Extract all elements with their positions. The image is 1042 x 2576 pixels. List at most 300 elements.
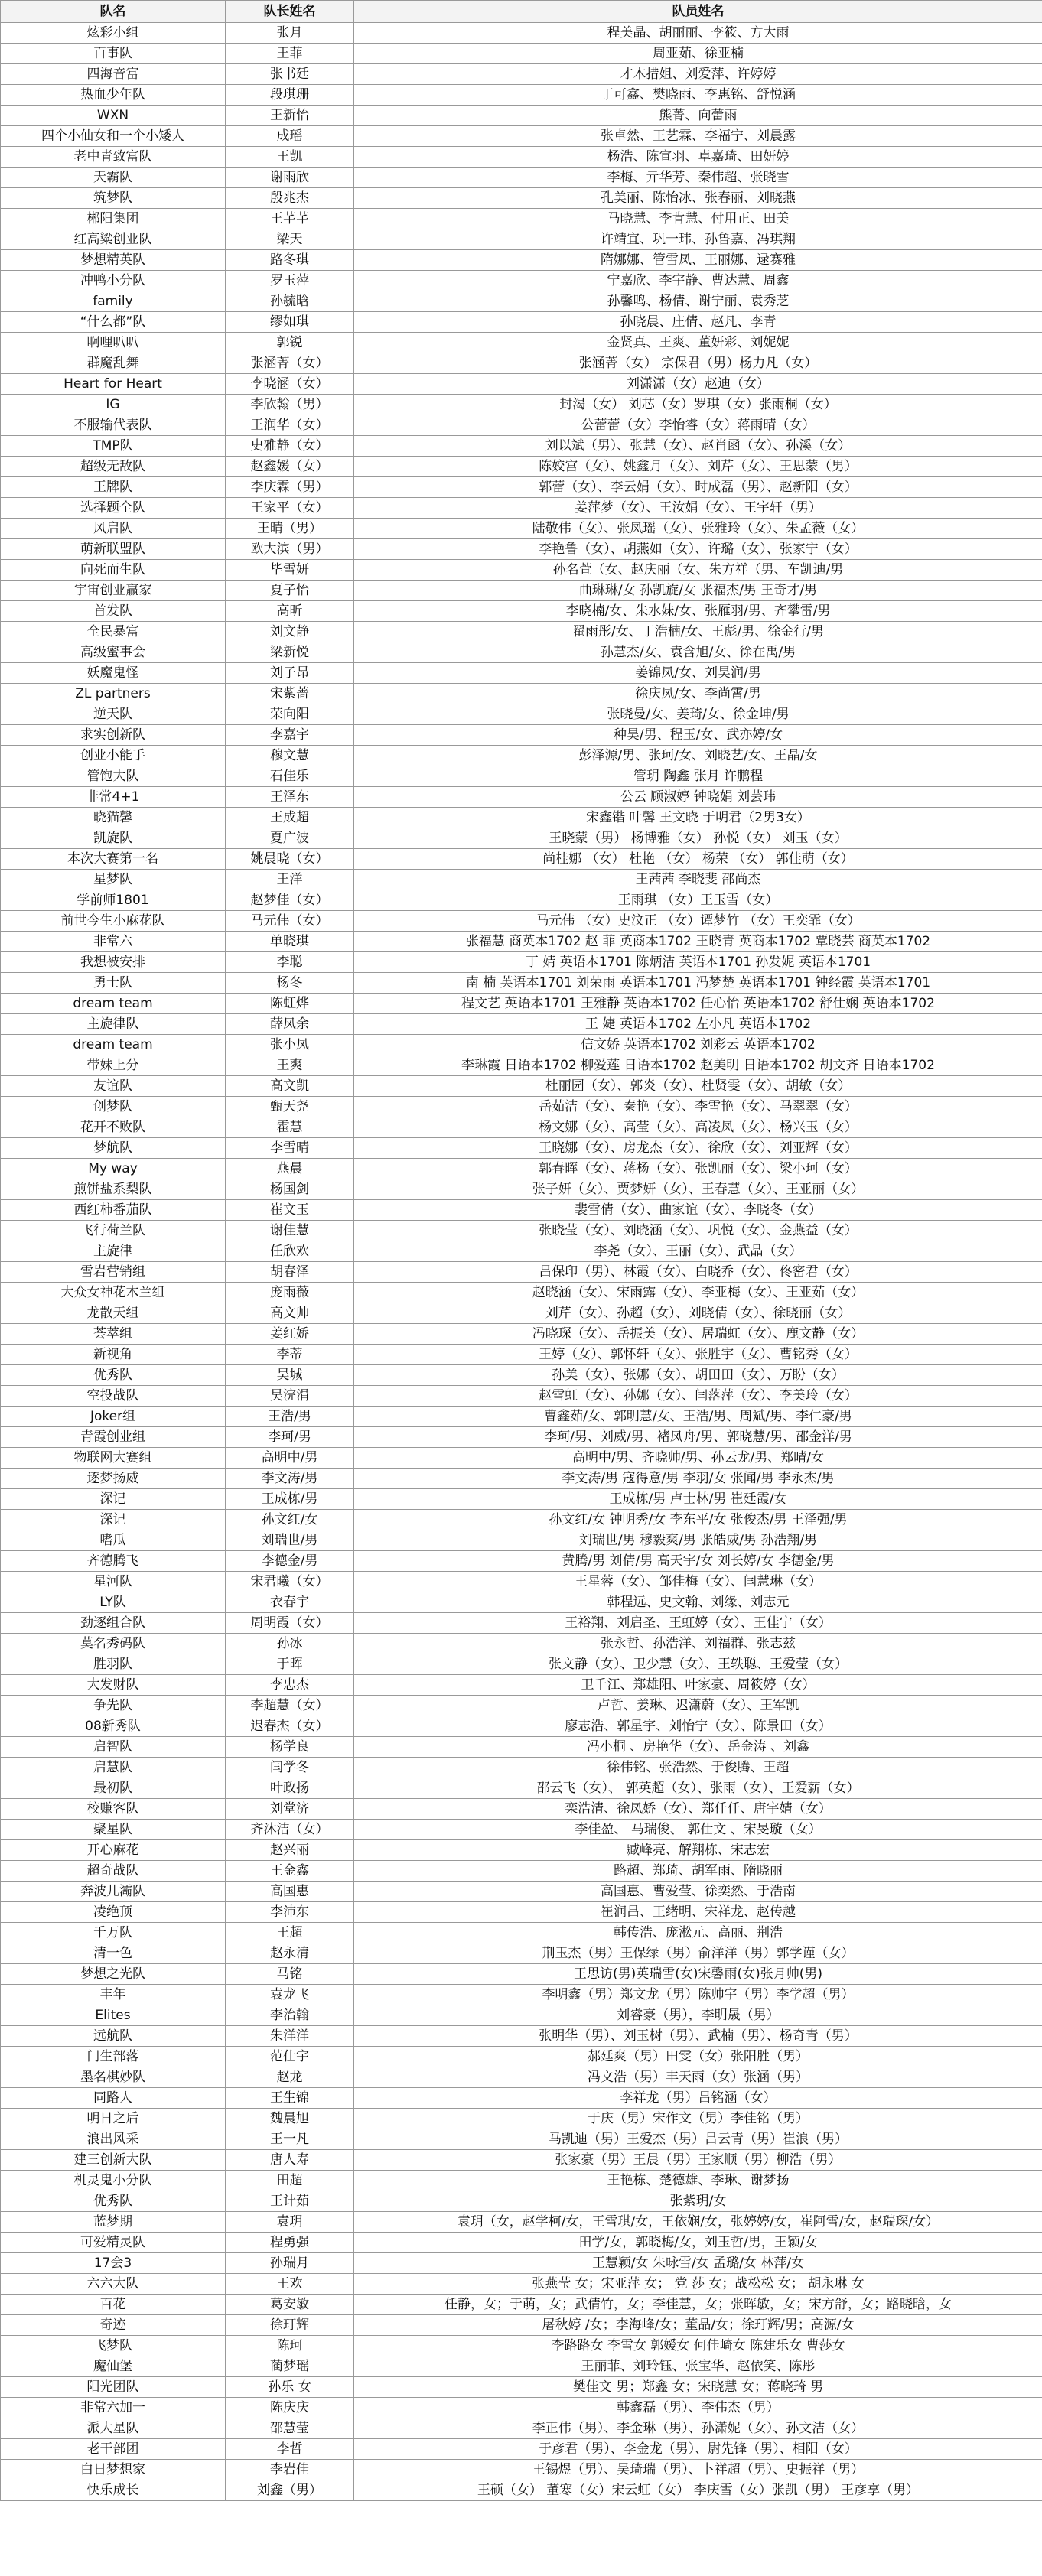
captain-name-cell: 马元伟（女） xyxy=(226,911,354,932)
captain-name-cell: 燕晨 xyxy=(226,1159,354,1179)
team-name-cell: 凌绝顶 xyxy=(1,1902,226,1923)
table-row xyxy=(1,2336,1042,2356)
table-row xyxy=(1,188,1042,209)
captain-name-cell: 范仕宇 xyxy=(226,2047,354,2067)
captain-name-cell: 杨冬 xyxy=(226,973,354,994)
captain-name-cell: 田超 xyxy=(226,2171,354,2191)
team-name-cell: 机灵鬼小分队 xyxy=(1,2171,226,2191)
table-row xyxy=(1,395,1042,415)
captain-name-cell: 李文涛/男 xyxy=(226,1469,354,1489)
table-row xyxy=(1,870,1042,890)
table-row xyxy=(1,229,1042,250)
member-names-cell: 许靖宜、巩一玮、孙鲁嘉、冯琪翔 xyxy=(354,229,1042,250)
member-names-cell: 王雨琪 （女）王玉雪（女） xyxy=(354,890,1042,911)
table-row xyxy=(1,2418,1042,2439)
team-name-cell: 妖魔鬼怪 xyxy=(1,663,226,684)
captain-name-cell: 高昕 xyxy=(226,601,354,622)
team-name-cell: 选择题全队 xyxy=(1,498,226,519)
team-name-cell: Elites xyxy=(1,2005,226,2026)
team-name-cell: 快乐成长 xyxy=(1,2480,226,2501)
member-names-cell: 冯晓琛（女）、岳振美（女）、居瑞虹（女）、鹿文静（女） xyxy=(354,1324,1042,1345)
team-name-cell: 主旋律 xyxy=(1,1241,226,1262)
team-name-cell: 可爱精灵队 xyxy=(1,2233,226,2253)
captain-name-cell: 张月 xyxy=(226,23,354,44)
table-row xyxy=(1,1572,1042,1592)
captain-name-cell: 姚晨晓（女） xyxy=(226,849,354,870)
team-name-cell: 大发财队 xyxy=(1,1675,226,1696)
captain-name-cell: 穆文慧 xyxy=(226,746,354,766)
member-names-cell: 张福慧 商英本1702 赵 菲 英商本1702 王晓青 英商本1702 覃晓芸 商英本1702 xyxy=(354,932,1042,952)
member-names-cell: 王丽菲、刘玲钰、张宝华、赵依笑、陈彤 xyxy=(354,2356,1042,2377)
team-name-cell: 启智队 xyxy=(1,1737,226,1758)
team-name-cell: 雪岩营销组 xyxy=(1,1262,226,1283)
captain-name-cell: 衣春宇 xyxy=(226,1592,354,1613)
team-name-cell: 明日之后 xyxy=(1,2109,226,2129)
member-names-cell: 郭春晖（女）、蒋杨（女）、张凯丽（女）、梁小珂（女） xyxy=(354,1159,1042,1179)
captain-name-cell: 陈虹烨 xyxy=(226,994,354,1014)
table-row xyxy=(1,1469,1042,1489)
member-names-cell: 李祥龙（男）吕铭涵（女） xyxy=(354,2088,1042,2109)
table-row xyxy=(1,2295,1042,2315)
table-row xyxy=(1,353,1042,374)
table-body xyxy=(1,23,1042,2501)
captain-name-cell: 李忠杰 xyxy=(226,1675,354,1696)
captain-name-cell: 徐玎辉 xyxy=(226,2315,354,2336)
captain-name-cell: 张小凤 xyxy=(226,1035,354,1055)
team-name-cell: 不服输代表队 xyxy=(1,415,226,436)
table-row xyxy=(1,1365,1042,1386)
member-names-cell: 郝廷爽（男）田雯（女）张阳胜（男） xyxy=(354,2047,1042,2067)
table-row xyxy=(1,704,1042,725)
member-names-cell: 吕保印（男）、林霞（女）、白晓乔（女）、佟密君（女） xyxy=(354,1262,1042,1283)
member-names-cell: 李尧（女）、王丽（女）、武晶（女） xyxy=(354,1241,1042,1262)
member-names-cell: 张文静（女）、卫少慧（女）、王轶聪、王爱莹（女） xyxy=(354,1654,1042,1675)
member-names-cell: 王锡煜（男）、吴琦瑞（男）、卜祥超（男）、史振祥（男） xyxy=(354,2460,1042,2480)
captain-name-cell: 郭锐 xyxy=(226,333,354,353)
table-row xyxy=(1,2047,1042,2067)
captain-name-cell: 刘子昂 xyxy=(226,663,354,684)
team-name-cell: 深记 xyxy=(1,1510,226,1530)
team-name-cell: 建三创新大队 xyxy=(1,2150,226,2171)
table-row xyxy=(1,2088,1042,2109)
member-names-cell: 张晓曼/女、姜琦/女、徐金坤/男 xyxy=(354,704,1042,725)
team-name-cell: 新视角 xyxy=(1,1345,226,1365)
team-name-cell: 宇宙创业赢家 xyxy=(1,581,226,601)
captain-name-cell: 王金鑫 xyxy=(226,1861,354,1882)
captain-name-cell: 孙冰 xyxy=(226,1634,354,1654)
team-name-cell: WXN xyxy=(1,106,226,126)
member-names-cell: 王晓娜（女）、房龙杰（女）、徐欣（女）、刘亚辉（女） xyxy=(354,1138,1042,1159)
team-name-cell: family xyxy=(1,291,226,312)
team-name-cell: 冲鸭小分队 xyxy=(1,271,226,291)
team-name-cell: 萌新联盟队 xyxy=(1,539,226,560)
member-names-cell: 孙晓晨、庄倩、赵凡、李青 xyxy=(354,312,1042,333)
member-names-cell: 郭蕾（女）、李云娟（女）、时成磊（男）、赵新阳（女） xyxy=(354,477,1042,498)
team-name-cell: 墨名棋妙队 xyxy=(1,2067,226,2088)
table-row xyxy=(1,725,1042,746)
team-name-cell: 劲逐组合队 xyxy=(1,1613,226,1634)
team-name-cell: 大众女神花木兰组 xyxy=(1,1283,226,1303)
table-row xyxy=(1,1076,1042,1097)
captain-name-cell: 缪如琪 xyxy=(226,312,354,333)
table-row xyxy=(1,1489,1042,1510)
team-name-cell: 王牌队 xyxy=(1,477,226,498)
team-name-cell: 逆天队 xyxy=(1,704,226,725)
captain-name-cell: 刘文静 xyxy=(226,622,354,642)
team-name-cell: 同路人 xyxy=(1,2088,226,2109)
team-name-cell: 星梦队 xyxy=(1,870,226,890)
team-name-cell: 学前师1801 xyxy=(1,890,226,911)
member-names-cell: 卢哲、姜琳、迟潇蔚（女）、王军凯 xyxy=(354,1696,1042,1716)
table-row xyxy=(1,952,1042,973)
member-names-cell: 李梅、亓华芳、秦伟超、张晓雪 xyxy=(354,168,1042,188)
team-name-cell: 管饱大队 xyxy=(1,766,226,787)
team-name-cell: 非常4+1 xyxy=(1,787,226,808)
team-name-cell: 17会3 xyxy=(1,2253,226,2274)
team-name-cell: 非常六 xyxy=(1,932,226,952)
member-names-cell: 南 楠 英语本1701 刘荣雨 英语本1701 冯梦楚 英语本1701 钟经霞 英语本1701 xyxy=(354,973,1042,994)
captain-name-cell: 叶政扬 xyxy=(226,1778,354,1799)
member-names-cell: 孙文红/女 钟明秀/女 李东平/女 张俊杰/男 王泽强/男 xyxy=(354,1510,1042,1530)
member-names-cell: 信文娇 英语本1702 刘彩云 英语本1702 xyxy=(354,1035,1042,1055)
team-name-cell: 千万队 xyxy=(1,1923,226,1943)
team-name-cell: My way xyxy=(1,1159,226,1179)
table-row xyxy=(1,1737,1042,1758)
member-names-cell: 王成栋/男 卢士林/男 崔廷霞/女 xyxy=(354,1489,1042,1510)
table-row xyxy=(1,766,1042,787)
table-row xyxy=(1,1159,1042,1179)
team-name-cell: 飞梦队 xyxy=(1,2336,226,2356)
team-name-cell: 奔波儿灞队 xyxy=(1,1882,226,1902)
table-row xyxy=(1,746,1042,766)
member-names-cell: 曲琳琳/女 孙凯旋/女 张福杰/男 王奇才/男 xyxy=(354,581,1042,601)
table-row xyxy=(1,2480,1042,2501)
member-names-cell: 李正伟（男）、李金琳（男）、孙潇妮（女）、孙文洁（女） xyxy=(354,2418,1042,2439)
member-names-cell: 岳茹洁（女）、秦艳（女）、李雪艳（女）、马翠翠（女） xyxy=(354,1097,1042,1117)
captain-name-cell: 夏广波 xyxy=(226,828,354,849)
member-names-cell: 张家豪（男）王晨（男）王家顺（男）柳浩（男） xyxy=(354,2150,1042,2171)
member-names-cell: 才木措姐、刘爱萍、许婷婷 xyxy=(354,64,1042,85)
table-row xyxy=(1,1014,1042,1035)
table-row xyxy=(1,1654,1042,1675)
captain-name-cell: 段琪珊 xyxy=(226,85,354,106)
member-names-cell: 于庆（男）宋作文（男）李佳铭（男） xyxy=(354,2109,1042,2129)
team-name-cell: 逐梦扬威 xyxy=(1,1469,226,1489)
member-names-cell: 田学/女，郭晓梅/女，刘玉哲/男，王颖/女 xyxy=(354,2233,1042,2253)
team-name-cell: 四海音富 xyxy=(1,64,226,85)
member-names-cell: 杨浩、陈宣羽、卓嘉琦、田妍婷 xyxy=(354,147,1042,168)
captain-name-cell: 高明中/男 xyxy=(226,1448,354,1469)
captain-name-cell: 魏晨旭 xyxy=(226,2109,354,2129)
team-name-cell: 热血少年队 xyxy=(1,85,226,106)
captain-name-cell: 谢佳慧 xyxy=(226,1221,354,1241)
header-member-names: 队员姓名 xyxy=(354,1,1042,23)
member-names-cell: 翟雨彤/女、丁浩楠/女、王彪/男、徐金行/男 xyxy=(354,622,1042,642)
captain-name-cell: 王家平（女） xyxy=(226,498,354,519)
table-row xyxy=(1,581,1042,601)
member-names-cell: 刘潇潇（女）赵迪（女） xyxy=(354,374,1042,395)
table-row xyxy=(1,911,1042,932)
captain-name-cell: 赵兴丽 xyxy=(226,1840,354,1861)
team-name-cell: 星河队 xyxy=(1,1572,226,1592)
captain-name-cell: 王凯 xyxy=(226,147,354,168)
captain-name-cell: 朱洋洋 xyxy=(226,2026,354,2047)
team-name-cell: “什么都”队 xyxy=(1,312,226,333)
captain-name-cell: 王润华（女） xyxy=(226,415,354,436)
captain-name-cell: 赵鑫媛（女） xyxy=(226,457,354,477)
table-row xyxy=(1,808,1042,828)
captain-name-cell: 刘堂济 xyxy=(226,1799,354,1820)
captain-name-cell: 单晓琪 xyxy=(226,932,354,952)
table-row xyxy=(1,2109,1042,2129)
table-row xyxy=(1,1675,1042,1696)
team-name-cell: 魔仙堡 xyxy=(1,2356,226,2377)
captain-name-cell: 高文凯 xyxy=(226,1076,354,1097)
member-names-cell: 王 婕 英语本1702 左小凡 英语本1702 xyxy=(354,1014,1042,1035)
member-names-cell: 马晓慧、李肯慧、付用正、田美 xyxy=(354,209,1042,229)
captain-name-cell: 蔺梦瑶 xyxy=(226,2356,354,2377)
member-names-cell: 王晓蒙（男） 杨博雅（女） 孙悦（女） 刘玉（女） xyxy=(354,828,1042,849)
member-names-cell: 王思访(男)英瑞雪(女)宋馨雨(女)张月帅(男) xyxy=(354,1964,1042,1985)
captain-name-cell: 王芊芊 xyxy=(226,209,354,229)
member-names-cell: 王硕（女） 董寒（女）宋云虹（女） 李庆雪（女）张凯（男） 王彦享（男） xyxy=(354,2480,1042,2501)
member-names-cell: 王裕翔、刘启圣、王虹婷（女）、王佳宁（女） xyxy=(354,1613,1042,1634)
table-row xyxy=(1,2439,1042,2460)
member-names-cell: 韩鑫磊（男）、李伟杰（男） xyxy=(354,2398,1042,2418)
table-row xyxy=(1,271,1042,291)
table-row xyxy=(1,436,1042,457)
member-names-cell: 公蕾蕾（女）李怡睿（女）蒋雨晴（女） xyxy=(354,415,1042,436)
member-names-cell: 王茜茜 李晓斐 邵尚杰 xyxy=(354,870,1042,890)
table-row xyxy=(1,684,1042,704)
member-names-cell: 尚桂娜 （女） 杜艳 （女） 杨荣 （女） 郭佳萌（女） xyxy=(354,849,1042,870)
captain-name-cell: 谢雨欣 xyxy=(226,168,354,188)
member-names-cell: 程文艺 英语本1701 王雅静 英语本1702 任心怡 英语本1702 舒仕娴 英语本1702 xyxy=(354,994,1042,1014)
member-names-cell: 杜丽园（女）、郭炎（女）、杜贤雯（女）、胡敏（女） xyxy=(354,1076,1042,1097)
team-name-cell: 西红柿番茄队 xyxy=(1,1200,226,1221)
team-name-cell: 前世今生小麻花队 xyxy=(1,911,226,932)
table-row xyxy=(1,2274,1042,2295)
captain-name-cell: 于晖 xyxy=(226,1654,354,1675)
member-names-cell: 丁可鑫、樊晓雨、李惠铭、舒悦涵 xyxy=(354,85,1042,106)
team-name-cell: 派大星队 xyxy=(1,2418,226,2439)
team-name-cell: dream team xyxy=(1,1035,226,1055)
captain-name-cell: 赵永清 xyxy=(226,1943,354,1964)
member-names-cell: 陆敬伟（女）、张凤瑶（女）、张雅玲（女）、朱孟薇（女） xyxy=(354,519,1042,539)
table-row xyxy=(1,1943,1042,1964)
team-name-cell: 争先队 xyxy=(1,1696,226,1716)
member-names-cell: 孙美（女）、张娜（女）、胡田田（女）、万盼（女） xyxy=(354,1365,1042,1386)
table-row xyxy=(1,1592,1042,1613)
table-row xyxy=(1,1179,1042,1200)
captain-name-cell: 梁天 xyxy=(226,229,354,250)
table-row xyxy=(1,1882,1042,1902)
captain-name-cell: 王超 xyxy=(226,1923,354,1943)
member-names-cell: 卫千江、郑雄阳、叶家豪、周筱婷（女） xyxy=(354,1675,1042,1696)
header-captain-name: 队长姓名 xyxy=(226,1,354,23)
captain-name-cell: 李德金/男 xyxy=(226,1551,354,1572)
table-row xyxy=(1,2212,1042,2233)
table-row xyxy=(1,1448,1042,1469)
team-name-cell: 高级蜜事会 xyxy=(1,642,226,663)
team-name-cell: 深记 xyxy=(1,1489,226,1510)
table-row xyxy=(1,2398,1042,2418)
captain-name-cell: 李嘉宇 xyxy=(226,725,354,746)
captain-name-cell: 李岩佳 xyxy=(226,2460,354,2480)
member-names-cell: 孙馨鸣、杨倩、谢宁丽、袁秀芝 xyxy=(354,291,1042,312)
member-names-cell: 李明鑫（男）郑文龙（男）陈帅宇（男）李学超（男） xyxy=(354,1985,1042,2005)
team-name-cell: 主旋律队 xyxy=(1,1014,226,1035)
member-names-cell: 任静，女；于萌，女；武倩竹，女；李佳慧，女；张晖敏，女；宋方舒，女；路晓晗，女 xyxy=(354,2295,1042,2315)
table-row xyxy=(1,2253,1042,2274)
member-names-cell: 冯文浩（男）丰天雨（女）张涵（男） xyxy=(354,2067,1042,2088)
member-names-cell: 管玥 陶鑫 张月 许鹏程 xyxy=(354,766,1042,787)
table-row xyxy=(1,1820,1042,1840)
member-names-cell: 刘睿豪（男），李明晟（男） xyxy=(354,2005,1042,2026)
table-row xyxy=(1,787,1042,808)
table-row xyxy=(1,312,1042,333)
team-name-cell: 求实创新队 xyxy=(1,725,226,746)
member-names-cell: 公云 顾淑婷 钟晓娟 刘芸玮 xyxy=(354,787,1042,808)
captain-name-cell: 王爽 xyxy=(226,1055,354,1076)
team-name-cell: 创梦队 xyxy=(1,1097,226,1117)
table-row xyxy=(1,374,1042,395)
table-row xyxy=(1,1861,1042,1882)
table-row xyxy=(1,663,1042,684)
team-name-cell: TMP队 xyxy=(1,436,226,457)
member-names-cell: 隋娜娜、管雪凤、王丽娜、逯赛雅 xyxy=(354,250,1042,271)
table-row xyxy=(1,1386,1042,1407)
table-row xyxy=(1,1696,1042,1716)
captain-name-cell: 王泽东 xyxy=(226,787,354,808)
member-names-cell: 李艳鲁（女）、胡燕如（女）、许璐（女）、张家宁（女） xyxy=(354,539,1042,560)
team-name-cell: 奇迹 xyxy=(1,2315,226,2336)
table-row xyxy=(1,1200,1042,1221)
member-names-cell: 孙名萱（女、赵庆丽（女、朱方祥（男、车凯迪/男 xyxy=(354,560,1042,581)
table-row xyxy=(1,498,1042,519)
member-names-cell: 李佳盈、 马瑞俊、 郭仕文 、宋旻璇（女） xyxy=(354,1820,1042,1840)
member-names-cell: 孙慧杰/女、袁含旭/女、徐在禹/男 xyxy=(354,642,1042,663)
captain-name-cell: 庞雨薇 xyxy=(226,1283,354,1303)
table-row xyxy=(1,890,1042,911)
team-name-cell: 青霞创业组 xyxy=(1,1427,226,1448)
table-row xyxy=(1,2067,1042,2088)
member-names-cell: 孔美丽、陈怡冰、张春丽、刘晓燕 xyxy=(354,188,1042,209)
member-names-cell: 金贤真、王爽、董妍彩、刘妮妮 xyxy=(354,333,1042,353)
table-row xyxy=(1,1303,1042,1324)
team-name-cell: 晓猫馨 xyxy=(1,808,226,828)
member-names-cell: 韩传浩、庞淞元、高丽、荆浩 xyxy=(354,1923,1042,1943)
captain-name-cell: 李超慧（女） xyxy=(226,1696,354,1716)
captain-name-cell: 高文帅 xyxy=(226,1303,354,1324)
captain-name-cell: 史雅静（女） xyxy=(226,436,354,457)
captain-name-cell: 王生锦 xyxy=(226,2088,354,2109)
team-name-cell: 最初队 xyxy=(1,1778,226,1799)
captain-name-cell: 张涵菁（女） xyxy=(226,353,354,374)
captain-name-cell: 宋紫蔷 xyxy=(226,684,354,704)
captain-name-cell: 薛凤余 xyxy=(226,1014,354,1035)
table-row xyxy=(1,1985,1042,2005)
table-row xyxy=(1,1902,1042,1923)
table-row xyxy=(1,994,1042,1014)
member-names-cell: 路超、郑琦、胡军雨、隋晓丽 xyxy=(354,1861,1042,1882)
captain-name-cell: 王欢 xyxy=(226,2274,354,2295)
member-names-cell: 刘以斌（男）、张慧（女）、赵肖函（女）、孙溪（女） xyxy=(354,436,1042,457)
captain-name-cell: 路冬琪 xyxy=(226,250,354,271)
table-row xyxy=(1,622,1042,642)
team-name-cell: 飞行荷兰队 xyxy=(1,1221,226,1241)
table-row xyxy=(1,23,1042,44)
captain-name-cell: 周明霞（女） xyxy=(226,1613,354,1634)
table-row xyxy=(1,601,1042,622)
captain-name-cell: 任欣欢 xyxy=(226,1241,354,1262)
team-name-cell: 阳光团队 xyxy=(1,2377,226,2398)
member-names-cell: 王艳栋、楚德雄、李琳、谢梦扬 xyxy=(354,2171,1042,2191)
team-name-cell: IG xyxy=(1,395,226,415)
captain-name-cell: 李晓涵（女） xyxy=(226,374,354,395)
member-names-cell: 于彦君（男）、李金龙（男）、尉先锋（男）、相阳（女） xyxy=(354,2439,1042,2460)
captain-name-cell: 吴城 xyxy=(226,1365,354,1386)
table-row xyxy=(1,1964,1042,1985)
team-name-cell: 红高粱创业队 xyxy=(1,229,226,250)
table-row xyxy=(1,44,1042,64)
member-names-cell: 廖志浩、郭星宇、刘怡宁（女）、陈景田（女） xyxy=(354,1716,1042,1737)
table-row xyxy=(1,2026,1042,2047)
table-row xyxy=(1,1221,1042,1241)
member-names-cell: 徐庆凤/女、李尚霄/男 xyxy=(354,684,1042,704)
captain-name-cell: 孙瑞月 xyxy=(226,2253,354,2274)
captain-name-cell: 杨学良 xyxy=(226,1737,354,1758)
captain-name-cell: 李欣翰（男） xyxy=(226,395,354,415)
member-names-cell: 高明中/男、齐晓帅/男、孙云龙/男、郑晴/女 xyxy=(354,1448,1042,1469)
member-names-cell: 荆玉杰（男）王保绿（男）俞洋洋（男）郭学谨（女） xyxy=(354,1943,1042,1964)
table-row xyxy=(1,1324,1042,1345)
team-name-cell: 胜羽队 xyxy=(1,1654,226,1675)
table-row xyxy=(1,1427,1042,1448)
member-names-cell: 张燕莹 女；宋亚萍 女； 党 莎 女；战松松 女； 胡永琳 女 xyxy=(354,2274,1042,2295)
captain-name-cell: 李雪晴 xyxy=(226,1138,354,1159)
table-row xyxy=(1,973,1042,994)
table-row xyxy=(1,1758,1042,1778)
table-row xyxy=(1,2356,1042,2377)
member-names-cell: 李文涛/男 寇得意/男 李羽/女 张闻/男 李永杰/男 xyxy=(354,1469,1042,1489)
team-name-cell: ZL partners xyxy=(1,684,226,704)
member-names-cell: 丁 婧 英语本1701 陈炳洁 英语本1701 孙发妮 英语本1701 xyxy=(354,952,1042,973)
team-name-cell: 友谊队 xyxy=(1,1076,226,1097)
team-name-cell: 四个小仙女和一个小矮人 xyxy=(1,126,226,147)
member-names-cell: 王星蓉（女）、邹佳梅（女）、闫慧琳（女） xyxy=(354,1572,1042,1592)
captain-name-cell: 梁新悦 xyxy=(226,642,354,663)
member-names-cell: 姜萍梦（女）、王汝娟（女）、王宇轩（男） xyxy=(354,498,1042,519)
captain-name-cell: 邵慧莹 xyxy=(226,2418,354,2439)
captain-name-cell: 王新怡 xyxy=(226,106,354,126)
table-row xyxy=(1,2233,1042,2253)
team-name-cell: 老中青致富队 xyxy=(1,147,226,168)
table-row xyxy=(1,1262,1042,1283)
header-team-name: 队名 xyxy=(1,1,226,23)
table-row xyxy=(1,828,1042,849)
team-name-cell: 老干部团 xyxy=(1,2439,226,2460)
team-name-cell: 梦航队 xyxy=(1,1138,226,1159)
team-name-cell: 门生部落 xyxy=(1,2047,226,2067)
table-row xyxy=(1,64,1042,85)
captain-name-cell: 吴浣涓 xyxy=(226,1386,354,1407)
team-name-cell: 百花 xyxy=(1,2295,226,2315)
member-names-cell: 张卓然、王艺霖、李福宁、刘晨露 xyxy=(354,126,1042,147)
captain-name-cell: 李蒂 xyxy=(226,1345,354,1365)
table-row xyxy=(1,2171,1042,2191)
member-names-cell: 宋鑫锴 叶馨 王文晓 于明君（2男3女） xyxy=(354,808,1042,828)
